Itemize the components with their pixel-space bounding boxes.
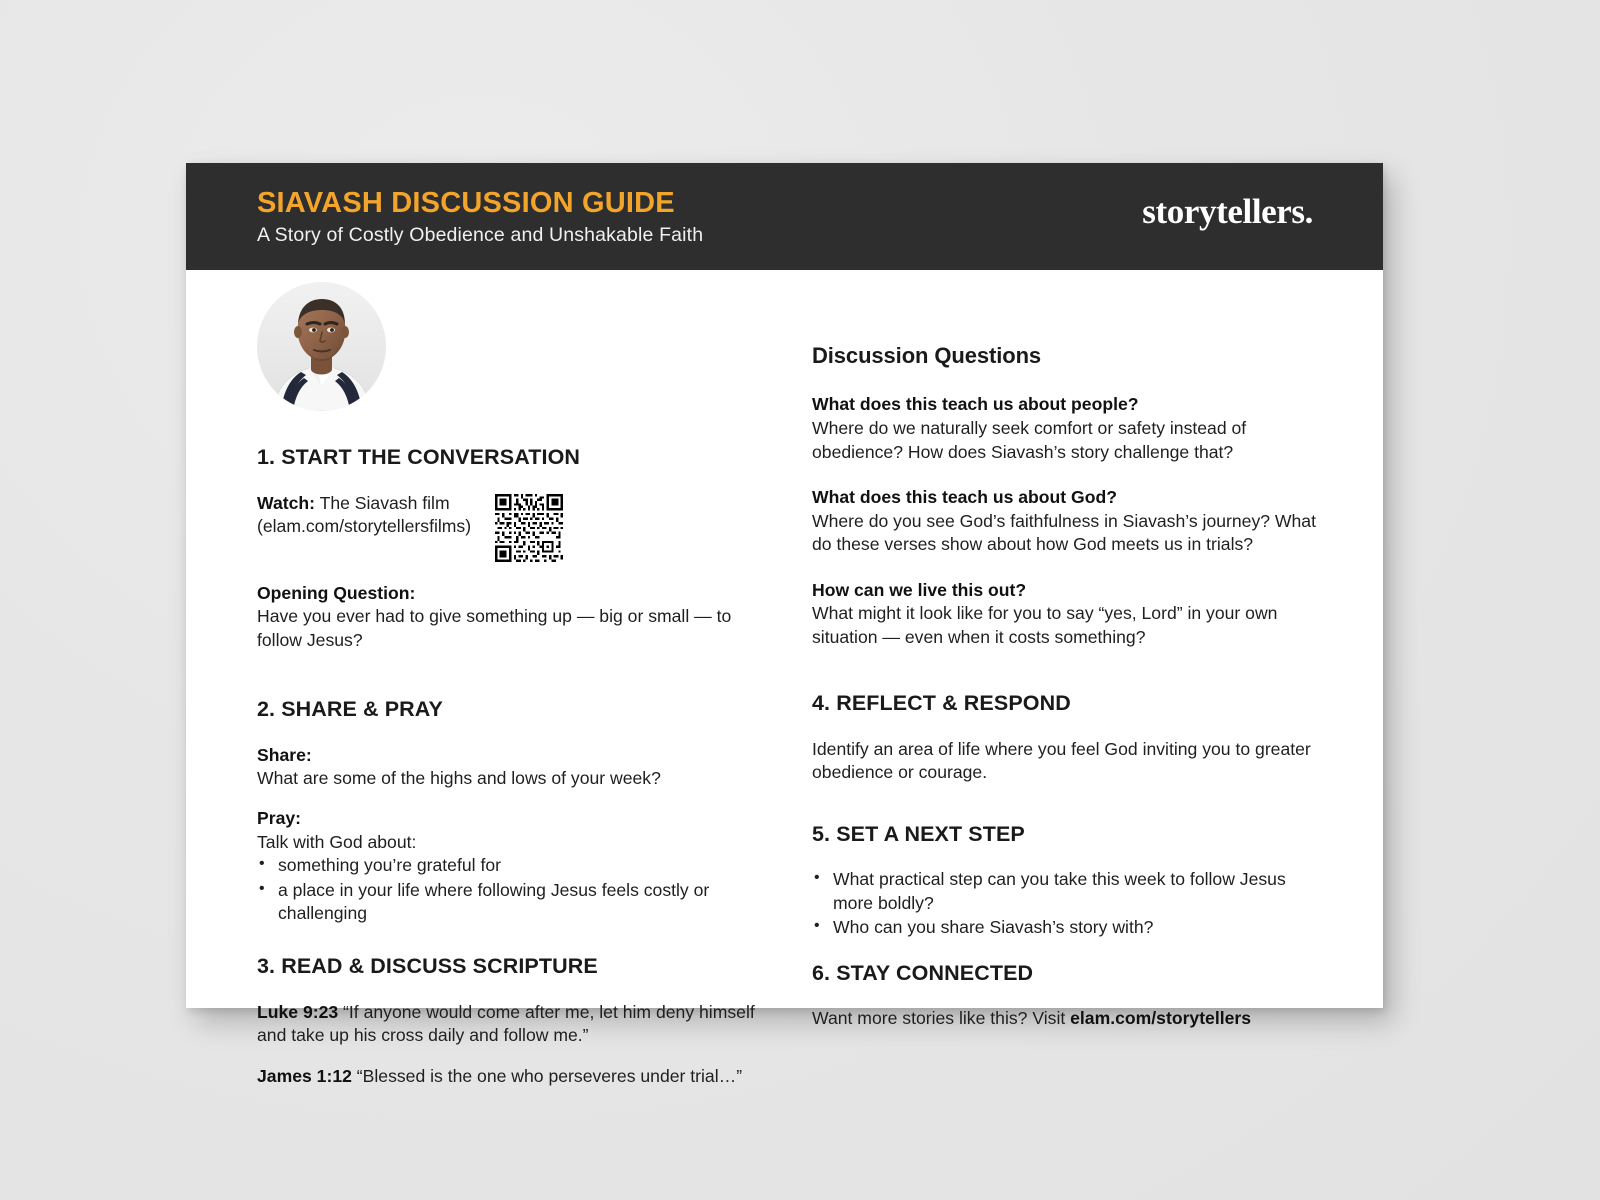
opening-question-block — [257, 582, 757, 652]
left-column — [257, 270, 757, 1088]
right-column — [812, 270, 1317, 1031]
question-block-3 — [812, 579, 1317, 650]
next-step-bullet-list — [812, 868, 1317, 939]
pray-bullet-list — [257, 854, 757, 925]
header-text-group — [257, 188, 703, 247]
spacer — [812, 802, 1317, 822]
share-label: Share: — [257, 744, 312, 765]
question-title: How can we live this out? — [812, 579, 1027, 600]
section-heading-4: 4. REFLECT & RESPOND — [812, 691, 1071, 716]
question-body: Where do you see God’s faithfulness in Siavash’s journey? What do these verses show about how God meets us in trials? — [812, 510, 1316, 555]
scripture-james — [257, 1065, 757, 1088]
reflect-respond-text: Identify an area of life where you feel God inviting you to greater obedience or courage. — [812, 738, 1311, 783]
discussion-guide-card — [186, 163, 1383, 1086]
watch-row — [257, 492, 757, 562]
section-heading-1: 1. START THE CONVERSATION — [257, 445, 581, 469]
share-text: What are some of the highs and lows of your week? — [257, 768, 661, 788]
spacer — [812, 941, 1317, 961]
question-block-2 — [812, 486, 1317, 557]
pray-block — [257, 807, 757, 854]
storytellers-link[interactable]: elam.com/storytellers — [1070, 1008, 1252, 1029]
page-title: SIAVASH DISCUSSION GUIDE — [257, 187, 675, 219]
watch-copy — [257, 492, 485, 539]
list-item: • a place in your life where following Jesus feels costly or challenging — [278, 879, 757, 926]
pray-intro: Talk with God about: — [257, 831, 417, 852]
section-heading-2: 2. SHARE & PRAY — [257, 696, 443, 721]
section-heading-3: 3. READ & DISCUSS SCRIPTURE — [257, 954, 598, 979]
storytellers-logo: storytellers. — [1142, 192, 1313, 231]
opening-question-label: Opening Question: — [257, 582, 416, 603]
pray-label: Pray: — [257, 808, 302, 829]
question-title: What does this teach us about God? — [812, 486, 1117, 507]
spacer — [257, 669, 757, 697]
stay-connected-text — [812, 1007, 1317, 1030]
card-body — [186, 270, 1383, 1086]
scripture-luke — [257, 1001, 757, 1048]
share-block — [257, 744, 757, 791]
discussion-questions-heading: Discussion Questions — [812, 343, 1042, 368]
watch-label: Watch: — [257, 492, 315, 513]
qr-code-icon[interactable] — [495, 494, 563, 562]
avatar — [257, 282, 386, 411]
list-item: • Who can you share Siavash’s story with? — [833, 916, 1317, 939]
stay-connected-prefix: Want more stories like this? Visit — [812, 1008, 1071, 1029]
watch-text: The Siavash film — [315, 492, 450, 513]
question-title: What does this teach us about people? — [812, 394, 1139, 415]
page-subtitle: A Story of Costly Obedience and Unshakable Faith — [257, 224, 704, 247]
watch-url[interactable]: (elam.com/storytellersfilms) — [257, 516, 472, 537]
verse-reference-james: James 1:12 — [257, 1065, 352, 1086]
section-heading-6: 6. STAY CONNECTED — [812, 960, 1034, 985]
card-header — [186, 163, 1383, 270]
section-heading-5: 5. SET A NEXT STEP — [812, 821, 1025, 846]
verse-reference-luke: Luke 9:23 — [257, 1002, 339, 1023]
spacer — [257, 926, 757, 954]
list-item: • something you’re grateful for — [278, 854, 757, 877]
opening-question-text: Have you ever had to give something up — big or small — to follow Jesus? — [257, 606, 732, 650]
spacer — [812, 671, 1317, 691]
verse-text-luke: “If anyone would come after me, let him deny himself and take up his cross daily and follow me.” — [257, 1002, 755, 1046]
question-body: What might it look like for you to say “yes, Lord” in your own situation — even when it costs something? — [812, 603, 1278, 647]
question-block-1 — [812, 393, 1317, 464]
question-body: Where do we naturally seek comfort or safety instead of obedience? How does Siavash’s story challenge that? — [812, 418, 1247, 462]
list-item: • What practical step can you take this week to follow Jesus more boldly? — [833, 868, 1317, 915]
verse-text-james: “Blessed is the one who perseveres under trial…” — [351, 1065, 743, 1086]
spacer — [812, 270, 1317, 343]
